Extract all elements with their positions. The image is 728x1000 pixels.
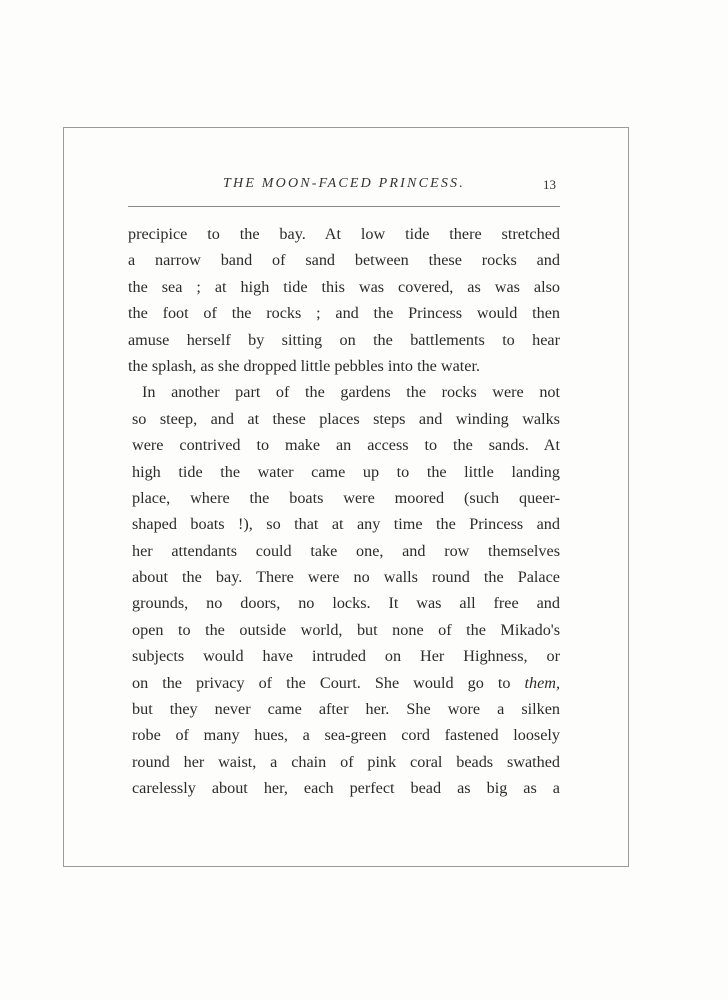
text-line-segment: on the privacy of the Court. She would go to [132, 673, 511, 692]
running-title: THE MOON-FACED PRINCESS. [223, 176, 465, 191]
text-line: carelessly about her, each perfect bead as big as a [132, 779, 560, 798]
text-line: the sea ; at high tide this was covered, as was also [128, 277, 560, 296]
text-line: shaped boats !), so that at any time the Princess and [132, 515, 560, 534]
text-line: round her waist, a chain of pink coral beads swathed [132, 752, 560, 771]
page-header [128, 176, 560, 202]
text-line: grounds, no doors, no locks. It was all free and [132, 594, 560, 613]
text-line: precipice to the bay. At low tide there stretched [128, 225, 560, 243]
text-line: high tide the water came up to the little landing [132, 462, 560, 481]
text-line: robe of many hues, a sea-green cord fastened loosely [132, 726, 560, 745]
text-line: the foot of the rocks ; and the Princess would then [128, 304, 560, 323]
text-line: were contrived to make an access to the sands. At [132, 436, 560, 455]
text-line: so steep, and at these places steps and winding walks [132, 409, 560, 428]
page-number: 13 [543, 177, 556, 192]
text-line: amuse herself by sitting on the battlements to hear [128, 330, 560, 349]
text-line: about the bay. There were no walls round the Palace [132, 568, 560, 587]
text-line: In another part of the gardens the rocks were not [142, 383, 560, 402]
text-line: a narrow band of sand between these rocks and [128, 251, 560, 270]
text-line: her attendants could take one, and row themselves [132, 541, 560, 560]
text-line-with-emphasis [128, 670, 560, 696]
text-line: open to the outside world, but none of the Mikado's [132, 620, 560, 639]
text-line: place, where the boats were moored (such queer- [132, 488, 560, 507]
emphasis-text: them, [524, 673, 560, 692]
header-rule [128, 206, 560, 207]
text-line: the splash, as she dropped little pebbles into the water. [128, 356, 480, 375]
text-line: but they never came after her. She wore a silken [132, 700, 560, 719]
text-line: subjects would have intruded on Her Highness, or [132, 647, 560, 666]
body-text [128, 221, 560, 802]
